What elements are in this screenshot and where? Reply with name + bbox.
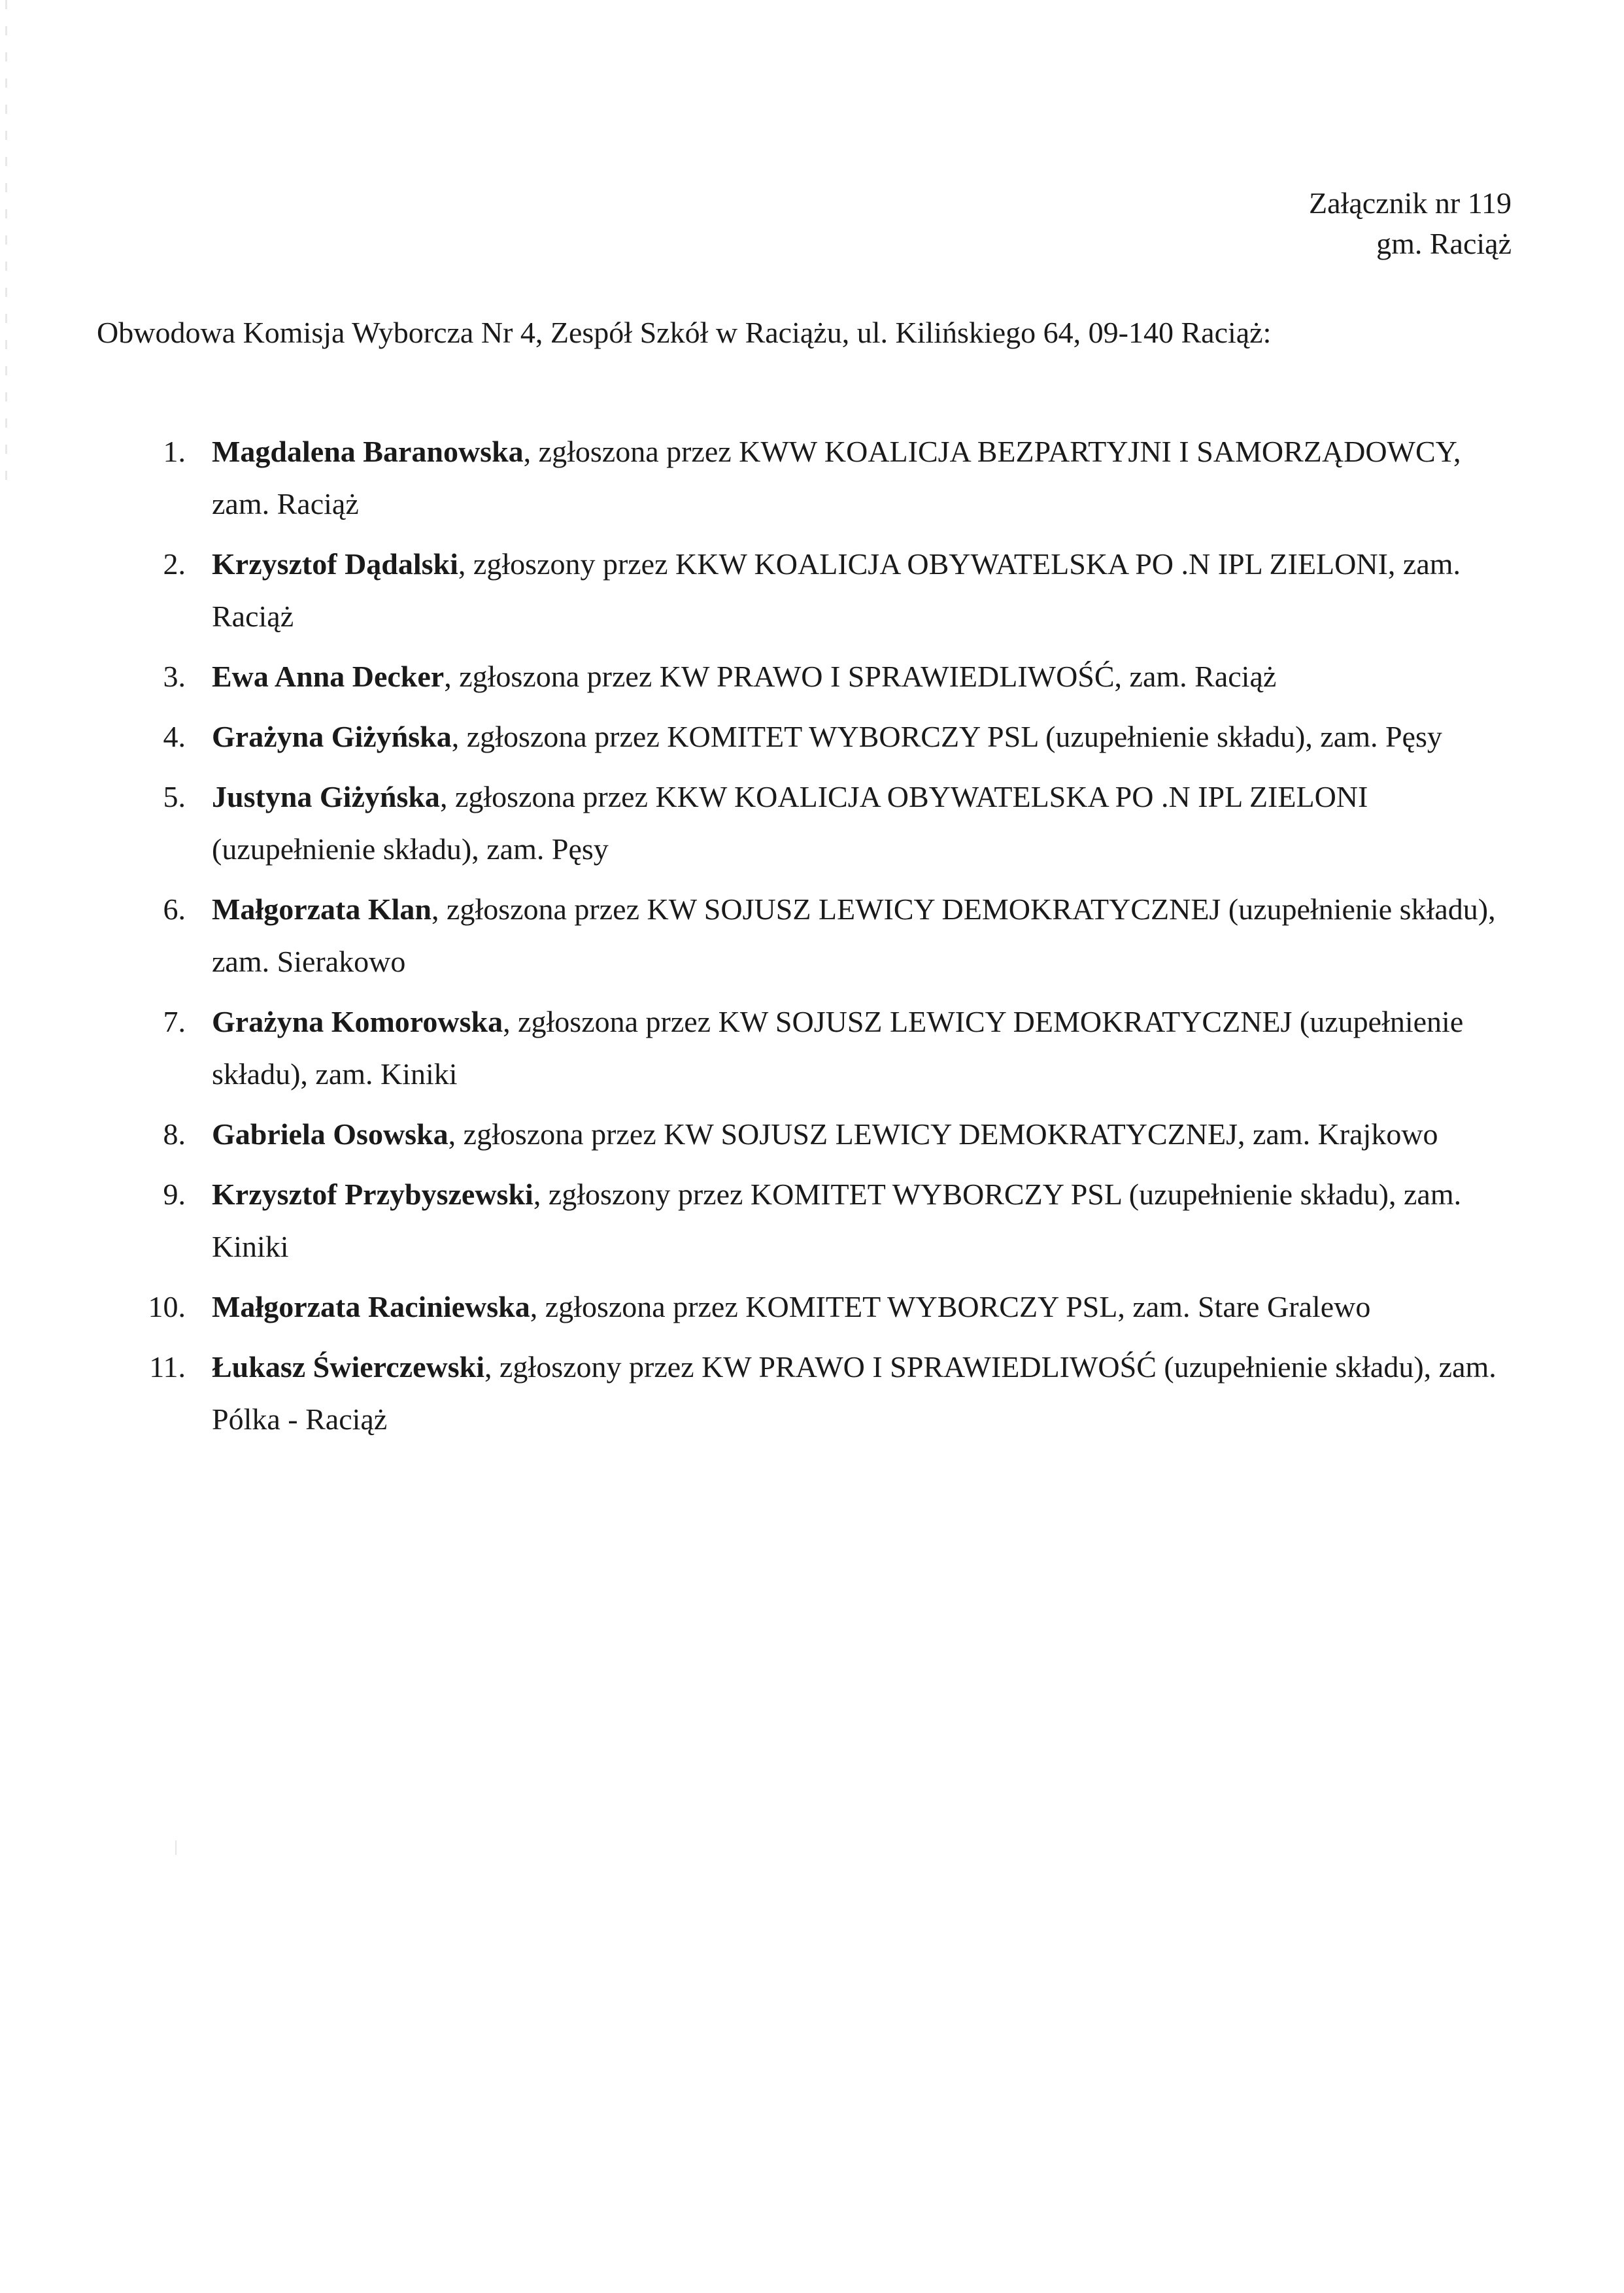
member-name: Małgorzata Klan [212,892,431,926]
list-item [131,1341,1513,1446]
list-item [131,1108,1513,1161]
item-number: 9. [163,1178,186,1211]
member-details: , zgłoszona przez KOMITET WYBORCZY PSL (uzupełnienie składu), zam. Pęsy [451,720,1442,753]
member-details: , zgłoszona przez KWW KOALICJA BEZPARTYJNI I SAMORZĄDOWCY, zam. Raciąż [212,435,1461,520]
member-name: Łukasz Świerczewski [212,1350,484,1384]
list-item [131,883,1513,988]
municipality-label: gm. Raciąż [1376,227,1512,260]
list-item [131,711,1513,763]
member-name: Małgorzata Raciniewska [212,1290,530,1323]
item-number: 6. [163,892,186,926]
member-details: , zgłoszony przez KOMITET WYBORCZY PSL (uzupełnienie składu), zam. Kiniki [212,1178,1462,1263]
scan-speck [175,1841,177,1855]
item-number: 3. [163,660,186,693]
list-item [131,651,1513,703]
member-name: Justyna Giżyńska [212,780,440,813]
member-name: Grażyna Giżyńska [212,720,452,753]
member-details: , zgłoszony przez KKW KOALICJA OBYWATELSKA PO .N IPL ZIELONI, zam. Raciąż [212,547,1461,633]
member-details: , zgłoszona przez KKW KOALICJA OBYWATELSKA PO .N IPL ZIELONI (uzupełnienie składu), zam. Pęsy [212,780,1368,866]
list-item [131,1281,1513,1333]
item-number: 10. [148,1290,186,1323]
list-item [131,538,1513,643]
list-item [131,771,1513,875]
member-list [131,426,1513,1453]
list-item [131,426,1513,530]
member-details: , zgłoszona przez KW PRAWO I SPRAWIEDLIWOŚĆ, zam. Raciąż [444,660,1277,693]
list-item [131,996,1513,1100]
item-number: 2. [163,547,186,581]
member-details: , zgłoszony przez KW PRAWO I SPRAWIEDLIWOŚĆ (uzupełnienie składu), zam. Pólka - Raciąż [212,1350,1497,1436]
member-details: , zgłoszona przez KW SOJUSZ LEWICY DEMOKRATYCZNEJ (uzupełnienie składu), zam. Sierakowo [212,892,1496,978]
scan-edge-artifact [5,0,7,497]
item-number: 5. [163,780,186,813]
item-number: 8. [163,1117,186,1151]
member-details: , zgłoszona przez KOMITET WYBORCZY PSL, zam. Stare Gralewo [530,1290,1371,1323]
list-item [131,1168,1513,1273]
member-details: , zgłoszona przez KW SOJUSZ LEWICY DEMOKRATYCZNEJ (uzupełnienie składu), zam. Kiniki [212,1005,1464,1091]
item-number: 11. [149,1350,186,1384]
member-name: Magdalena Baranowska [212,435,524,468]
attachment-header [1309,183,1512,264]
member-name: Gabriela Osowska [212,1117,448,1151]
member-name: Krzysztof Dądalski [212,547,458,581]
member-name: Ewa Anna Decker [212,660,445,693]
member-details: , zgłoszona przez KW SOJUSZ LEWICY DEMOKRATYCZNEJ, zam. Krajkowo [448,1117,1438,1151]
item-number: 7. [163,1005,186,1038]
attachment-number: Załącznik nr 119 [1309,186,1512,220]
item-number: 1. [163,435,186,468]
item-number: 4. [163,720,186,753]
member-name: Grażyna Komorowska [212,1005,503,1038]
member-name: Krzysztof Przybyszewski [212,1178,533,1211]
commission-title: Obwodowa Komisja Wyborcza Nr 4, Zespół Szkół w Raciążu, ul. Kilińskiego 64, 09-140 Raciąż: [97,316,1272,349]
